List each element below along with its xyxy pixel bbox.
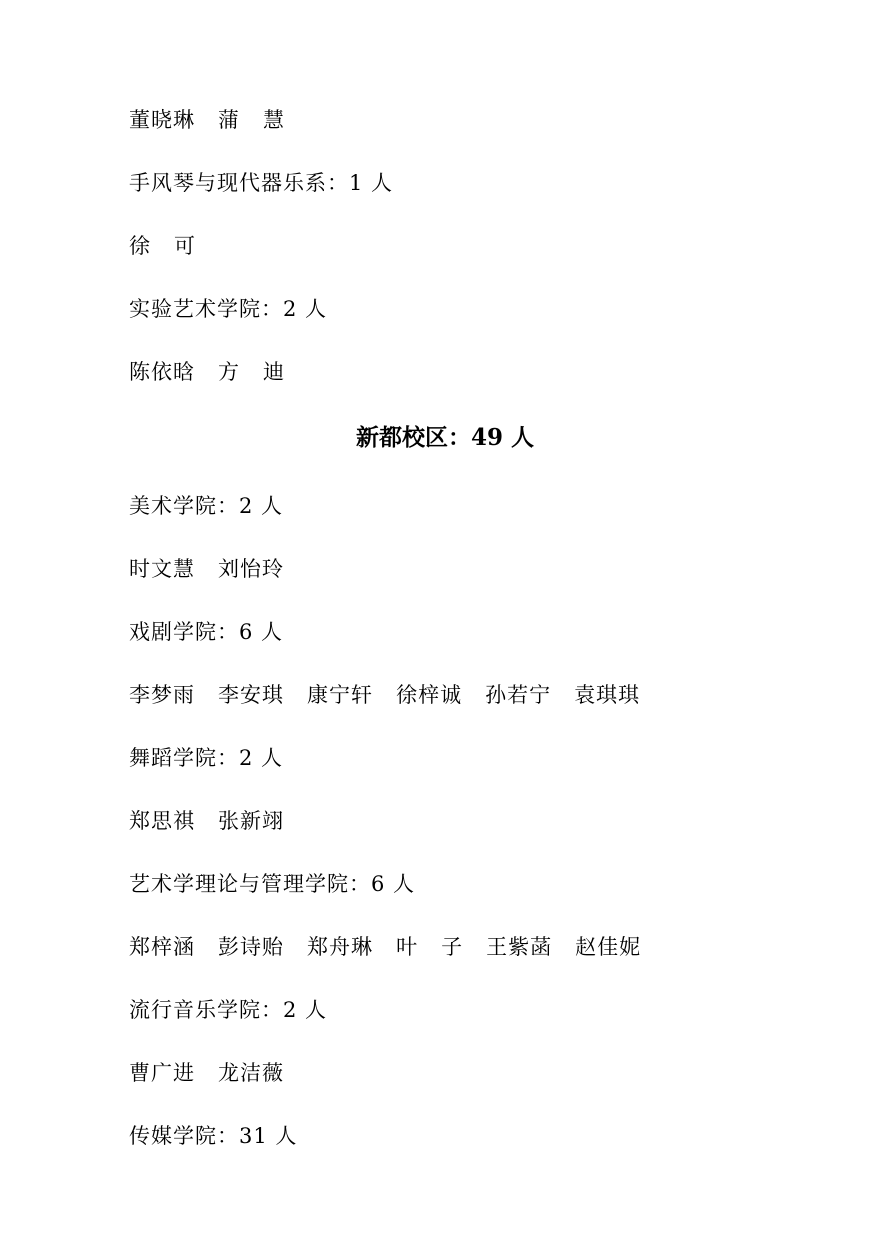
campus-heading: 新都校区：49 人 bbox=[355, 424, 534, 451]
department-count: 手风琴与现代器乐系：1 人 bbox=[129, 171, 394, 195]
name-list: 时文慧 刘怡玲 bbox=[129, 557, 285, 581]
name-list: 郑思祺 张新翊 bbox=[129, 809, 285, 833]
name-list: 陈依晗 方 迪 bbox=[129, 360, 286, 384]
department-count: 美术学院：2 人 bbox=[129, 494, 284, 518]
name-list: 曹广进 龙洁薇 bbox=[129, 1061, 285, 1085]
department-count: 戏剧学院：6 人 bbox=[129, 620, 284, 644]
department-count: 流行音乐学院：2 人 bbox=[129, 998, 328, 1022]
name-list: 郑梓涵 彭诗贻 郑舟琳 叶 子 王紫菡 赵佳妮 bbox=[129, 935, 642, 959]
department-count: 传媒学院：31 人 bbox=[129, 1124, 298, 1148]
department-count: 舞蹈学院：2 人 bbox=[129, 746, 284, 770]
department-count: 艺术学理论与管理学院：6 人 bbox=[129, 872, 416, 896]
department-count: 实验艺术学院：2 人 bbox=[129, 297, 328, 321]
name-list: 徐 可 bbox=[129, 234, 197, 258]
name-list: 董晓琳 蒲 慧 bbox=[129, 108, 286, 132]
name-list: 李梦雨 李安琪 康宁轩 徐梓诚 孙若宁 袁琪琪 bbox=[129, 683, 641, 707]
